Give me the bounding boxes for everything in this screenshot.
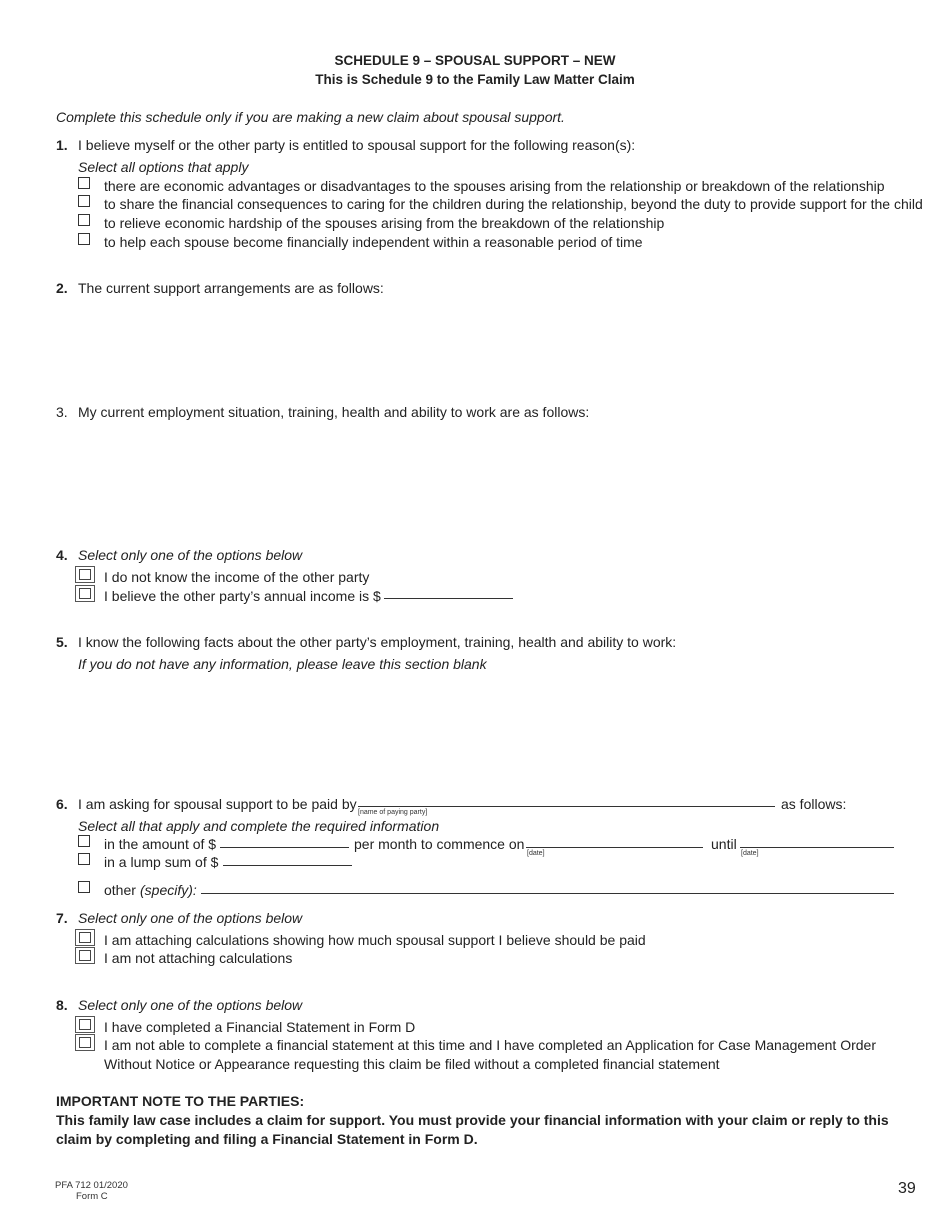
q1-number: 1. [56,137,68,153]
q4-option2-label: I believe the other party’s annual income is $ [104,588,381,604]
schedule-subtitle: This is Schedule 9 to the Family Law Matter Claim [315,72,635,87]
q6-instruction: Select all that apply and complete the required information [78,818,440,834]
schedule-title: SCHEDULE 9 – SPOUSAL SUPPORT – NEW [334,53,616,68]
q6-payer-name-field[interactable] [358,806,775,807]
form-code: PFA 712 01/2020 [55,1180,128,1191]
q7-option2-checkbox[interactable] [75,947,95,964]
q6-lump-sum-label: in a lump sum of $ [104,854,219,870]
q6-other-label: other [104,882,136,898]
q2-text: The current support arrangements are as follows: [78,280,384,296]
q8-option2-label-line1: I am not able to complete a financial statement at this time and I have completed an Application for Case Management Order [104,1037,876,1053]
intro-instruction: Complete this schedule only if you are making a new claim about spousal support. [56,109,565,125]
q7-option1-checkbox[interactable] [75,929,95,946]
q4-instruction: Select only one of the options below [78,547,303,563]
q1-text: I believe myself or the other party is entitled to spousal support for the following reason(s): [78,137,636,153]
q6-payer-caption: [name of paying party] [358,809,428,816]
q6-amount-label: in the amount of $ [104,836,217,852]
q1-option4-label: to help each spouse become financially independent within a reasonable period of time [104,234,643,250]
important-note-line1: This family law case includes a claim for support. You must provide your financial information with your claim or reply to this [56,1112,889,1128]
q6-amount-field[interactable] [220,847,349,848]
page-number: 39 [898,1180,916,1197]
q8-number: 8. [56,997,68,1013]
q7-option1-label: I am attaching calculations showing how much spousal support I believe should be paid [104,932,646,948]
q5-number: 5. [56,634,68,650]
q6-amount-checkbox[interactable] [78,835,90,847]
q7-option2-label: I am not attaching calculations [104,950,293,966]
q3-number: 3. [56,404,68,420]
q6-specify-label: (specify): [140,882,197,898]
q5-note: If you do not have any information, please leave this section blank [78,656,487,672]
q5-response-area[interactable] [78,676,888,781]
q6-until-label: until [711,836,737,852]
q1-option1-checkbox[interactable] [78,177,90,189]
q1-option2-checkbox[interactable] [78,195,90,207]
important-note-heading: IMPORTANT NOTE TO THE PARTIES: [56,1093,305,1109]
q4-option2-checkbox[interactable] [75,585,95,602]
q1-option1-label: there are economic advantages or disadvantages to the spouses arising from the relationship or breakdown of the relationship [104,178,885,194]
q1-option3-label: to relieve economic hardship of the spouses arising from the breakdown of the relationship [104,215,665,231]
q6-lump-sum-checkbox[interactable] [78,853,90,865]
form-name: Form C [76,1191,108,1202]
q6-until-date-field[interactable] [740,847,894,848]
q8-option1-label: I have completed a Financial Statement in Form D [104,1019,416,1035]
q8-option2-label-line2: Without Notice or Appearance requesting this claim be filed without a completed financial statement [104,1056,720,1072]
q4-option1-label: I do not know the income of the other party [104,569,370,585]
q4-income-field[interactable] [384,598,513,599]
q2-number: 2. [56,280,68,296]
q1-option3-checkbox[interactable] [78,214,90,226]
q6-text: I am asking for spousal support to be paid by [78,796,357,812]
q5-text: I know the following facts about the other party’s employment, training, health and ability to work: [78,634,677,650]
q3-text: My current employment situation, training, health and ability to work are as follows: [78,404,590,420]
q3-response-area[interactable] [78,422,888,537]
q4-number: 4. [56,547,68,563]
q6-other-field[interactable] [201,893,894,894]
important-note-line2: claim by completing and filing a Financial Statement in Form D. [56,1131,478,1147]
q1-instruction: Select all options that apply [78,159,249,175]
q4-option1-checkbox[interactable] [75,566,95,583]
q6-per-month-label: per month to commence on [354,836,525,852]
q8-option2-checkbox[interactable] [75,1034,95,1051]
q1-option2-label: to share the financial consequences to caring for the children during the relationship, beyond the duty to provide support for the child [104,196,923,212]
q6-commence-date-field[interactable] [526,847,703,848]
q6-lump-sum-field[interactable] [223,865,352,866]
q1-option4-checkbox[interactable] [78,233,90,245]
q2-response-area[interactable] [78,298,888,388]
q8-instruction: Select only one of the options below [78,997,303,1013]
q7-number: 7. [56,910,68,926]
q6-other-checkbox[interactable] [78,881,90,893]
q6-as-follows: as follows: [781,796,847,812]
q7-instruction: Select only one of the options below [78,910,303,926]
q6-number: 6. [56,796,68,812]
q6-date-caption-end: [date] [741,850,759,857]
q8-option1-checkbox[interactable] [75,1016,95,1033]
q6-date-caption-start: [date] [527,850,545,857]
